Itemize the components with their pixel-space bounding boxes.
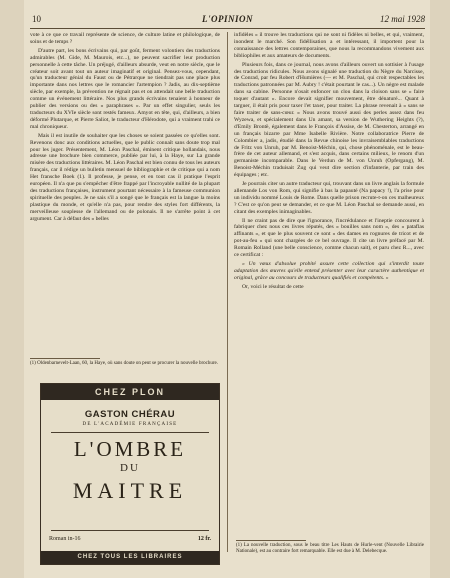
page-number: 10: [32, 14, 41, 24]
left-footnote: (1) Oldenbarnevelt-Laan, 60, la Haye, où sans doute on peut se procurer la nouvelle brochure.: [30, 361, 218, 366]
left-column: [30, 32, 220, 354]
book-advertisement: [40, 383, 220, 565]
right-footnote: (1) La nouvelle traduction, sous le beau titre Les Hauts de Hurle-vent (Nouvelle Librairie Nationale), est au contraire fort remarquable. Elle est due à M. Delebecque.: [236, 543, 424, 554]
ad-publisher: CHEZ PLON: [41, 384, 219, 400]
right-column: [234, 32, 424, 537]
journal-title: L'OPINION: [202, 14, 253, 24]
issue-date: 12 mai 1928: [380, 14, 425, 24]
page-header: [30, 12, 425, 26]
right-paragraph: Je pourrais citer un autre traducteur qui, trouvant dans un livre anglais la formule allemande Los von Rom, qui signifie à bas la papauté (Na papacy !), l'a prise pour un individu nommé Louis de Rome. Dans quelle prison recrute-t-on ces malheureux ? C'est ce qu'on peut se demander, et ce que M. Léon Paschal se demande aussi, en citant des exemples inimaginables.: [234, 181, 424, 215]
left-paragraph: Mais il est inutile de souhaiter que les choses se soient passées ce qu'elles sont. Revenons donc aux conditions actuelles, que le public connaît sans doute trop mal pour les juger. Présentement, M. Léon Paschal, éminent critique hollandais, nous adresse une brochure bien commerce, publiée par lui, à la Haye, sur La grande misère des traductions littéraires. M. Léon Paschal est bien connu de tous les auteurs français, car il rédige un bulletin mensuel de bibliographie et de critique qui a nom Het fransche Boek (1). Il professe, je pense, et en tout cas il pratique l'esprit européen. Il n'a que pu s'empêcher d'être frappé par l'incroyable nullité de la plupart des traductions françaises, instrument pourtant nécessaire à la fameuse communion spirituelle des peuples. Je ne sais s'il a songé que le français est la langue la moins plastique du monde, et qu'elle n'a pas, pour rendre des styles fort différents, la merveilleuse souplesse de l'allemand ou de polonais. Il ne s'arrête point à cet argument. Car à défaut des « belles: [30, 132, 220, 222]
right-paragraph: « Un vœux d'absolue probité assure cette collection qui s'interdit toute adaptation des œuvres qu'elle entend présenter avec leur caractère authentique et original, grâce au concours de traducteurs qualifiés et compétents. »: [234, 261, 424, 281]
right-paragraph: Plusieurs fois, dans ce journal, nous avons d'ailleurs ouvert un sottisier à l'usage des traductions ridicules. Nous avons signalé une traduction du Nègre du Narcisse, de Conrad, par feu Robert d'Humières (— et M. Paschal, qui croit respectables les traductions patronnées par M. Aubry ! c'était pourtant le cas...). Un nègre est malade dans sa cabine. Personne n'osait enfoncer un clou dans la cloison sans se « faire toquer d'autant ». Encore devait signifier mouvement, être dénaturé... Quant à targuer, il était pris pour taxer l'et taxer, pour traiter. La phrase revenait à « sans se faire traiter de sans-cœur. » Nous avons trouvé aussi des perles assez dans feu Wyzewa, et spécialement dans Un amant, sa version de Wuthering Heights (?), d'Emily Brontë, également dans le François d'Assise, de M. Chesterton, arrangé en un français bizarre par Mme Isabelle Rivière. Notre collaboratrice Pierre de Colombier a, jadis, étudié dans la Revue chinoise les invraisemblables traductions de Fritz von Unruh, par M. Benoist-Méchin, qui, chose phénoménale, est le beau-frère de cet auteur allemand, et s'est acquis, dans certains milieux, le renom d'un germaniste incomparable. Dans le Verdun de M. von Unruh (Opfergang), M. Benoist-Méchin traduisait Zug qui veut dire section d'infanterie, par train des équipages ; etc.: [234, 61, 424, 179]
right-paragraph: infidèles » il trouve les traductions qui ne sont ni fidèles ni belles, et qui, vraiment, inondent le marché. Son fidéllisation a et intéressant, il importent pour la connaissance des lettres contemporaines, que nous la recommandons vivement aux bibliophiles et aux amateurs de documents.: [234, 32, 424, 59]
ad-book-title-line-2: DU: [120, 462, 140, 474]
ad-book-title-line-3: MAITRE: [72, 478, 188, 503]
ad-book-title-line-1: L'OMBRE: [73, 437, 187, 461]
left-paragraph: D'autre part, les bons écrivains qui, par goût, ferment volontiers des traductions admirables (M. Gide, M. Maurois, etc...), ne peuvent sacrifier leur production personnelle à cette tâche. Un préjugé, d'ailleurs absurde, veut en notre siècle, que le créateur soit avant tout un auteur imaginatif et original. Pensez-vous, cependant, qu'un traducteur génial du Faust ou de Pétrarque ne tiendrait pas une place plus importante dans nos lettres que le romancier l'artempion ? Jadis, au dix-septième siècle, par exemple, la prévention ne régnait pas et on attendait une belle traduction comme un événement littéraire. Nos plus grands écrivains tenaient à honneur de publier des versions ou des « paraphrases ». Par un effet singulier, seuls les traducteurs du XVIe siècle sont restés fameux. Amyot en tête, qui, d'ailleurs, a bien déformé Plutarque, et Pierre Saliot, le traducteur d'Hérodote, qui a vraiment trahi ce mal chroniqueur.: [30, 47, 220, 130]
column-divider: [227, 32, 228, 552]
right-paragraph: Or, voici le résultat de cette: [242, 283, 304, 290]
ad-author: GASTON CHÉRAU: [84, 409, 176, 420]
ad-divider: [51, 432, 209, 433]
ad-price: 12 fr.: [197, 536, 211, 542]
header-rule: [30, 28, 425, 29]
page-right-margin: [430, 0, 450, 578]
right-paragraph: Il ne craint pas de dire que l'ignorance, l'incrédulance et l'ineptie concourent à fabriquer chez nous ces livres réputés, des « bouilles sans nom », des « pataflas affinants », et que le plus souvent ce sont « des dames en rognures de tricot et de pot-au-feu » qui sont chargées de ce bel ouvrage. Il cite un livre préfacé par M. Romain Rolland (une belle conscience, comme chacun sait), et paru chez R..., avec ce certificat :: [234, 217, 424, 259]
ad-footer: CHEZ TOUS LES LIBRAIRES: [41, 551, 219, 564]
ad-academy: DE L'ACADÉMIE FRANÇAISE: [82, 422, 178, 427]
left-paragraph: vote à ce que ce travail représente de science, de culture latine et philologique, de soins et de temps ?: [30, 32, 220, 45]
footnote-rule: [236, 540, 306, 541]
ad-divider: [51, 530, 209, 531]
footnote-rule: [30, 358, 100, 359]
page-left-margin: [0, 0, 24, 578]
ad-format: Roman in-16: [49, 536, 81, 542]
